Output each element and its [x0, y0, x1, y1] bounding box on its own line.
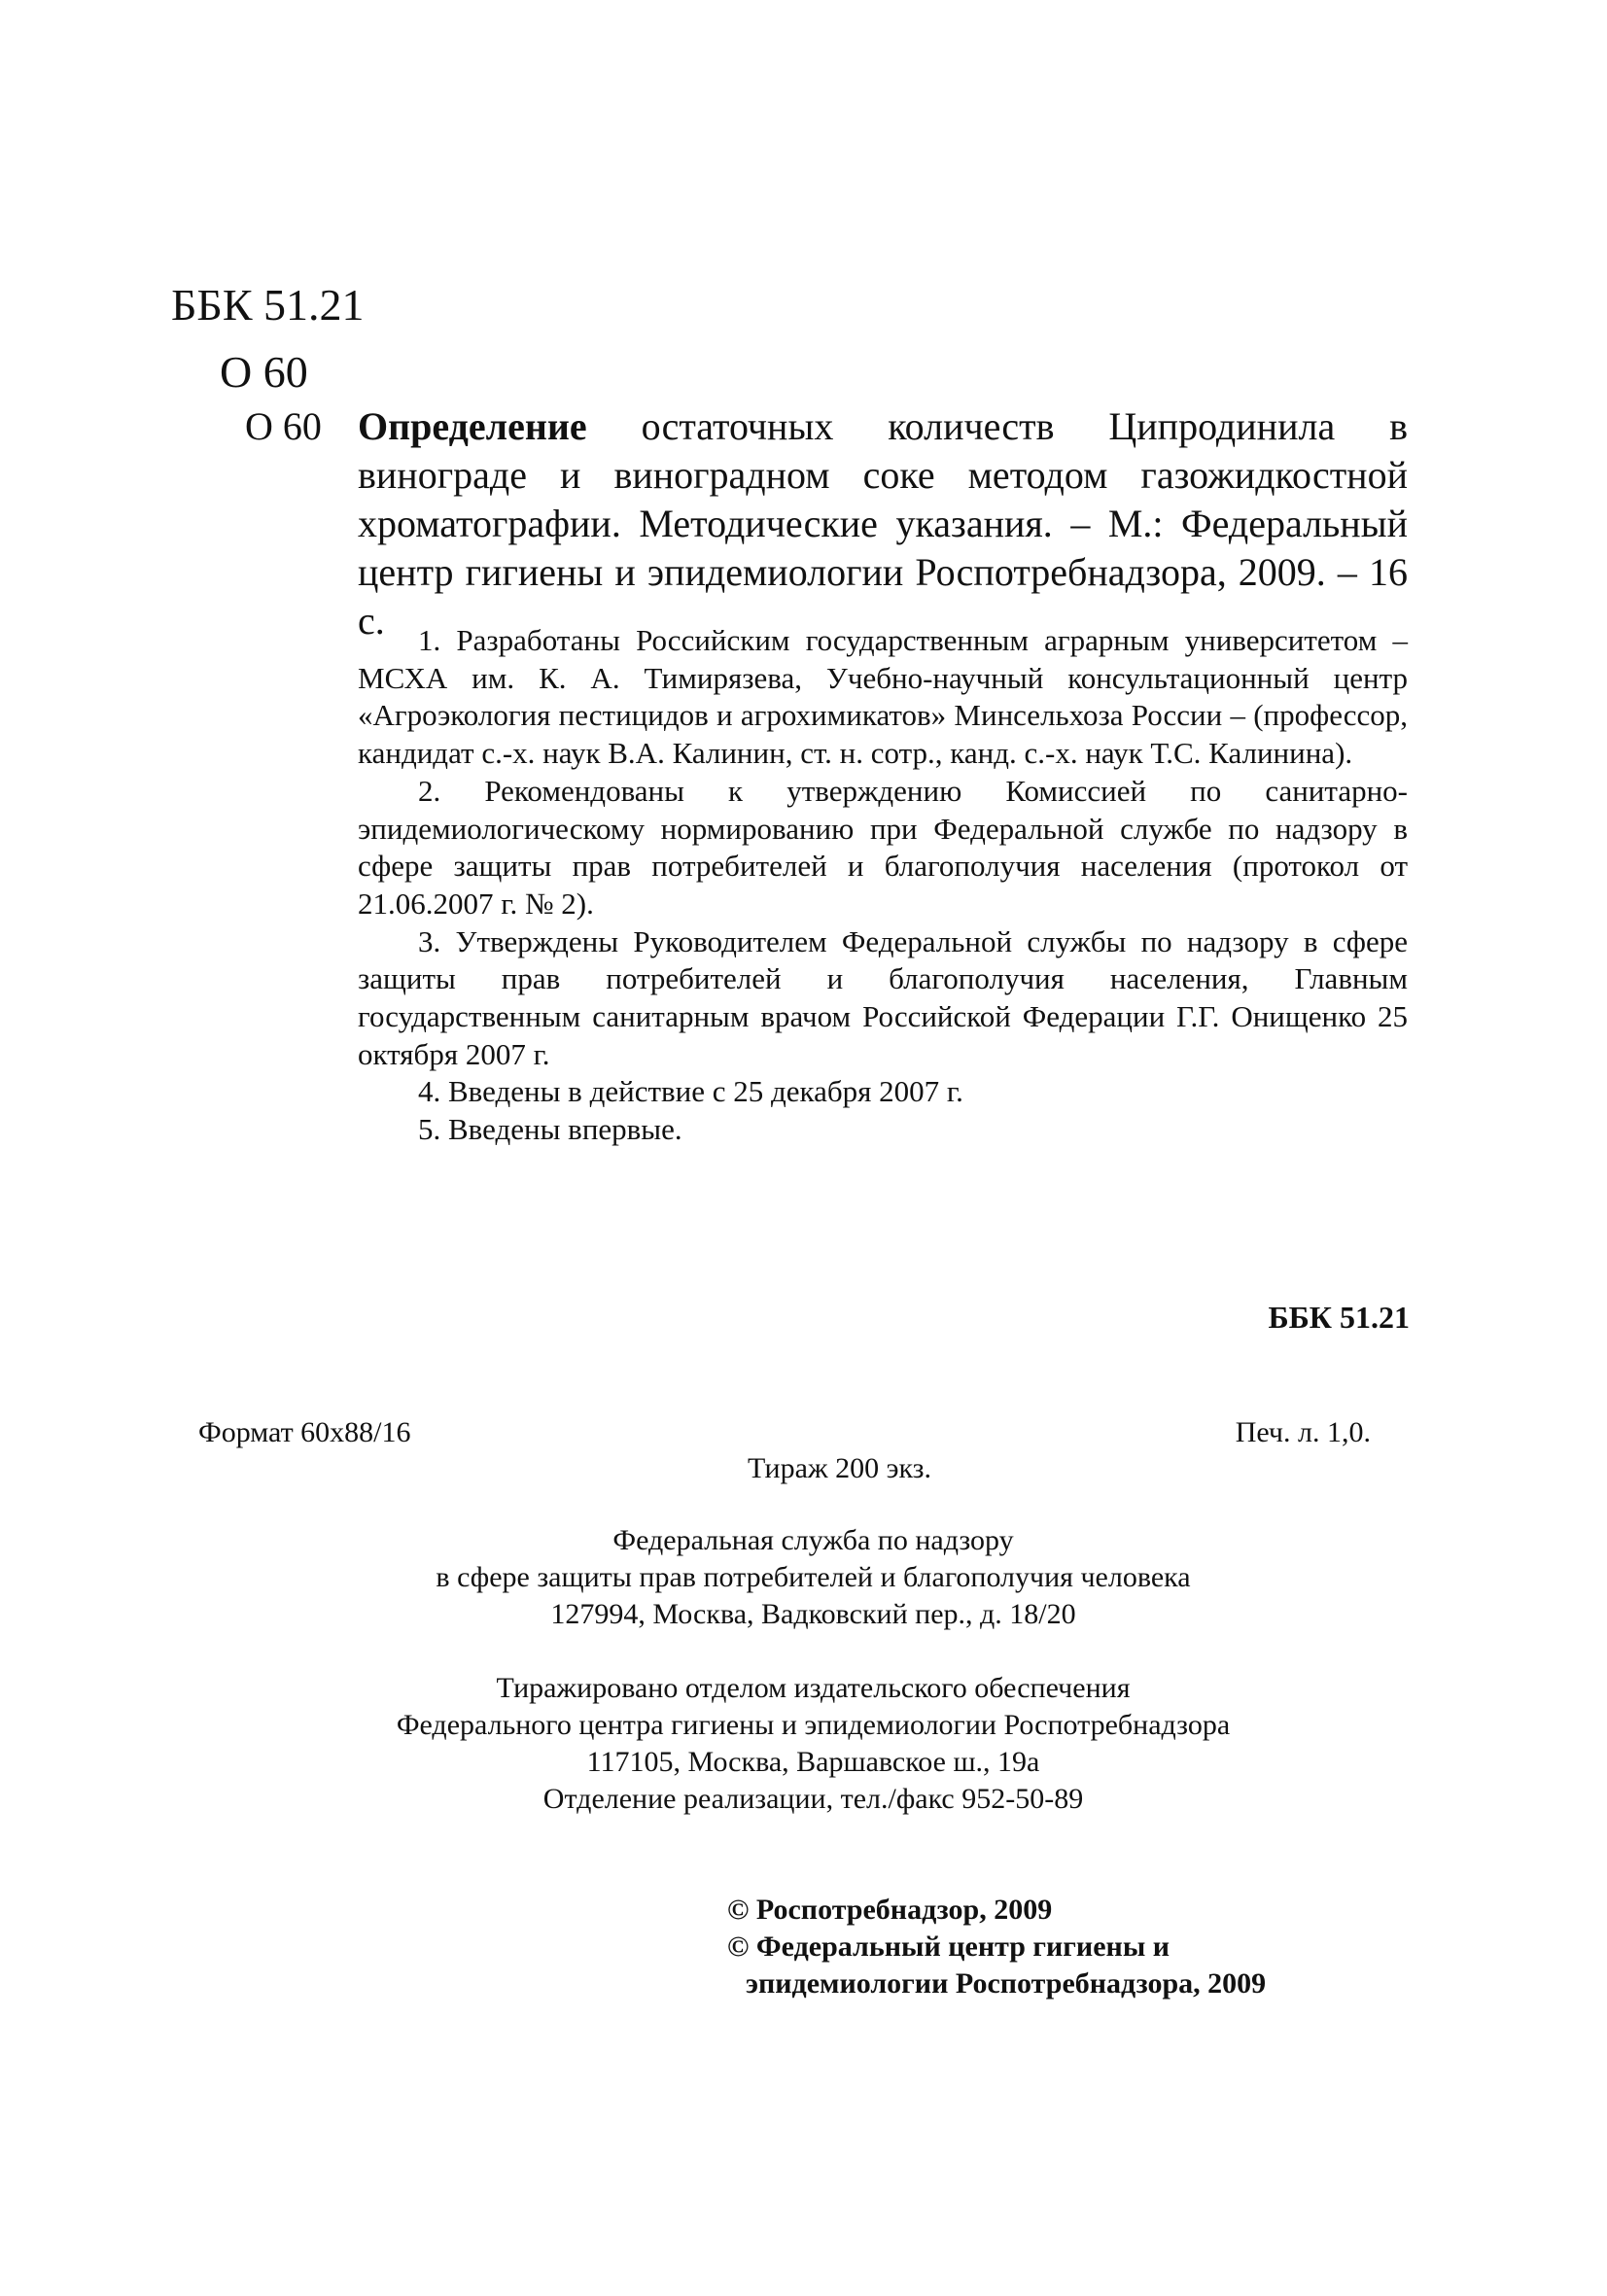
printer-block — [0, 1670, 1607, 1818]
format-label: Формат 60x88/16 — [198, 1416, 411, 1448]
note-item: 5. Введены впервые. — [418, 1112, 682, 1147]
publisher-line: 127994, Москва, Вадковский пер., д. 18/20 — [550, 1598, 1076, 1630]
printer-line: Тиражировано отделом издательского обеспечения — [496, 1672, 1131, 1704]
publisher-line: Федеральная служба по надзору — [612, 1524, 1014, 1556]
copyright-line: © Федеральный центр гигиены и — [727, 1931, 1170, 1963]
print-run-label: Тираж 200 экз. — [747, 1452, 932, 1484]
author-mark: О 60 — [220, 347, 308, 397]
publisher-line: в сфере защиты прав потребителей и благополучия человека — [436, 1561, 1191, 1593]
entry-description: остаточных количеств Ципродинила в винограде и виноградном соке методом газожидкостной хроматографии. Методические указания. – М.: Федеральный центр гигиены и эпидемиологии Роспотребнадзора, 2009. – 16 с. — [358, 404, 1408, 643]
copyright-line: © Роспотребнадзор, 2009 — [727, 1894, 1053, 1926]
bbk-code-bottom: ББК 51.21 — [1268, 1300, 1410, 1335]
printer-line: 117105, Москва, Варшавское ш., 19а — [586, 1746, 1040, 1778]
note-item: 3. Утверждены Руководителем Федеральной службы по надзору в сфере защиты прав потребителей и благополучия населения, Главным государственным санитарным врачом Российской Федерации Г.Г. Онищенко 25 октября 2007 г. — [358, 923, 1408, 1071]
bbk-code: ББК 51.21 — [171, 280, 365, 330]
bibliographic-entry — [358, 402, 1408, 645]
note-item: 4. Введены в действие с 25 декабря 2007 г. — [418, 1074, 963, 1109]
copyright-line: эпидемиологии Роспотребнадзора, 2009 — [746, 1967, 1267, 2000]
note-item: 1. Разработаны Российским государственным аграрным университетом – МСХА им. К. А. Тимирязева, Учебно-научный консультационный центр «Агроэкология пестицидов и агрохимикатов» Минсельхоза России – (профессор, кандидат с.-х. наук В.А. Калинин, ст. н. сотр., канд. с.-х. наук Т.С. Калинина). — [358, 623, 1408, 771]
note-item: 2. Рекомендованы к утверждению Комиссией по санитарно-эпидемиологическому нормированию при Федеральной службе по надзору в сфере защиты прав потребителей и благополучия населения (протокол от 21.06.2007 г. № 2). — [358, 773, 1408, 921]
printed-sheets-label: Печ. л. 1,0. — [1235, 1416, 1371, 1448]
development-notes — [358, 622, 1408, 1149]
copyright-block — [727, 1892, 1266, 2002]
entry-author-mark: О 60 — [245, 404, 322, 448]
entry-title-bold: Определение — [358, 404, 587, 448]
publisher-block — [0, 1522, 1607, 1633]
printer-line: Отделение реализации, тел./факс 952-50-89 — [542, 1783, 1084, 1815]
printer-line: Федерального центра гигиены и эпидемиологии Роспотребнадзора — [396, 1709, 1231, 1741]
